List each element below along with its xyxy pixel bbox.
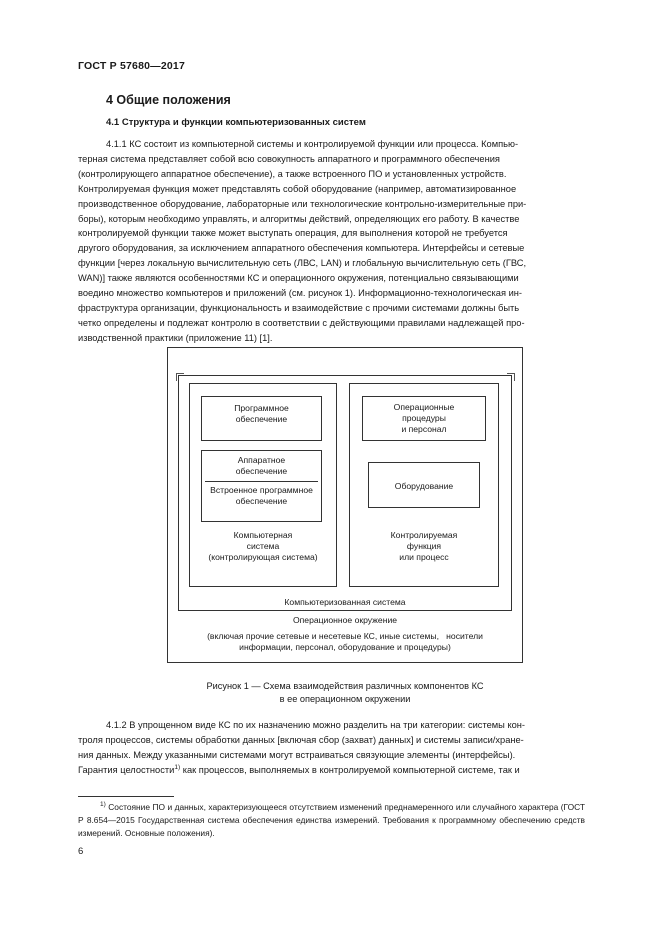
environment-details-line: (включая прочие сетевые и несетевые КС, иные системы, носители bbox=[207, 631, 483, 641]
paragraph-line: контролируемой функции также может выступать операция, для выполнения которой не требуется bbox=[78, 228, 508, 239]
hardware-label bbox=[202, 451, 321, 477]
paragraph-line: другого оборудования, за исключением аппаратного обеспечения компьютера. Интерфейсы и сетевые bbox=[78, 243, 525, 254]
footnote-marker: 1) bbox=[100, 801, 106, 809]
computer-system-label-line: Компьютерная bbox=[233, 530, 293, 540]
paragraph-line: производственное оборудование, лабораторные или технологические контрольно-измерительные при- bbox=[78, 198, 527, 209]
paragraph-line: боры), которым необходимо управлять, и алгоритмы действий, определяющих его работу. В качестве bbox=[78, 213, 520, 224]
caption-line: Рисунок 1 — Схема взаимодействия различных компонентов КС bbox=[206, 681, 484, 691]
page-number: 6 bbox=[78, 846, 84, 857]
operating-environment-label: Операционное окружение bbox=[292, 615, 398, 625]
software-label: Программное bbox=[234, 403, 289, 413]
controlled-function-label-line: функция bbox=[406, 541, 442, 551]
computerized-system-label: Компьютеризованная система bbox=[284, 597, 406, 607]
operating-procedures-label: процедуры bbox=[402, 413, 446, 423]
paragraph-line: изводственной практики (приложение 11) [1]. bbox=[78, 332, 273, 343]
environment-details-line: информации, персонал, оборудование и процедуры) bbox=[239, 642, 451, 652]
hardware-label-line: Аппаратное bbox=[237, 455, 286, 465]
paragraph-line: (контролирующего аппаратное обеспечение), а также встроенного ПО и установленных устройств. bbox=[78, 168, 507, 179]
operating-procedures-box bbox=[362, 396, 486, 441]
paragraph-line: ния данных. Между указанными системами могут встраиваться связующие элементы (интерфейсы). bbox=[78, 749, 516, 760]
software-label: обеспечение bbox=[235, 414, 288, 424]
paragraph-line bbox=[78, 763, 585, 778]
equipment-box bbox=[368, 462, 480, 508]
controlled-function-label-line: или процесс bbox=[399, 552, 449, 562]
subsection-title: 4.1 Структура и функции компьютеризованных систем bbox=[106, 117, 366, 128]
operating-procedures-label: Операционные bbox=[393, 402, 455, 412]
embedded-label-line: обеспечение bbox=[235, 496, 288, 506]
paragraph-line: функции [через локальную вычислительную сеть (ЛВС, LAN) и глобальную вычислительную сеть (ГВС, bbox=[78, 258, 527, 269]
paragraph-fragment: Гарантия целостности bbox=[78, 764, 175, 775]
paragraph-line: воедино множество компьютеров и приложений (см. рисунок 1). Информационно-технологическая ин- bbox=[78, 288, 523, 299]
operating-environment-details bbox=[167, 631, 523, 653]
paragraph-line: терная система представляет собой всю совокупность аппаратного и программного обеспечения bbox=[78, 153, 500, 164]
embedded-label-line: Встроенное программное bbox=[210, 485, 313, 495]
equipment-label: Оборудование bbox=[394, 481, 454, 491]
paragraph-line: 4.1.2 В упрощенном виде КС по их назначению можно разделить на три категории: системы кон- bbox=[106, 720, 526, 730]
computer-system-label bbox=[189, 530, 337, 563]
controlled-function-label-line: Контролируемая bbox=[390, 530, 458, 540]
computer-system-label-line: (контролирующая система) bbox=[208, 552, 318, 562]
bracket-corner bbox=[176, 373, 184, 381]
computer-system-label-line: система bbox=[246, 541, 280, 551]
operating-procedures-label: и персонал bbox=[401, 424, 447, 434]
hardware-label-line: обеспечение bbox=[235, 466, 288, 476]
paragraph-4-1-1 bbox=[78, 137, 585, 346]
footnote-reference[interactable]: 1) bbox=[174, 763, 181, 771]
paragraph-4-1-2 bbox=[78, 718, 585, 778]
footnote-text: Состояние ПО и данных, характеризующееся отсутствием изменений преднамеренного или случайного характера (ГОСТ Р 8.654—2015 Государственная система обеспечения единства измерений. Требования к программному обеспечению средств измерений. Основные положения). bbox=[78, 802, 585, 838]
paragraph-fragment: как процессов, выполняемых в контролируемой компьютерной системе, так и bbox=[182, 764, 520, 775]
footnote bbox=[78, 801, 585, 839]
paragraph-line: Контролируемая функция может представлять собой оборудование (например, автоматизированное bbox=[78, 183, 517, 194]
bracket-corner bbox=[507, 373, 515, 381]
hardware-box bbox=[201, 450, 322, 522]
footnote-divider bbox=[78, 796, 174, 797]
software-box bbox=[201, 396, 322, 441]
section-title: 4 Общие положения bbox=[106, 93, 231, 107]
paragraph-line: WAN)] также являются особенностями КС и операционного окружения, потенциально связывающими bbox=[78, 273, 519, 284]
paragraph-line: 4.1.1 КС состоит из компьютерной системы и контролируемой функции или процесса. Компью- bbox=[106, 139, 519, 149]
figure-caption bbox=[160, 680, 530, 705]
embedded-software-label bbox=[202, 482, 321, 507]
caption-line: в ее операционном окружении bbox=[279, 693, 411, 704]
paragraph-line: троля процессов, системы обработки данных [включая сбор (захват) данных] и системы записи/хране- bbox=[78, 734, 524, 745]
paragraph-line: фраструктура организации, функциональность и взаимодействие с прочими системами должны быть bbox=[78, 302, 520, 313]
document-id: ГОСТ Р 57680—2017 bbox=[78, 60, 186, 72]
paragraph-line: четко определены и подлежат контролю в соответствии с действующими правилами надлежащей про- bbox=[78, 317, 525, 328]
controlled-function-label bbox=[349, 530, 499, 563]
